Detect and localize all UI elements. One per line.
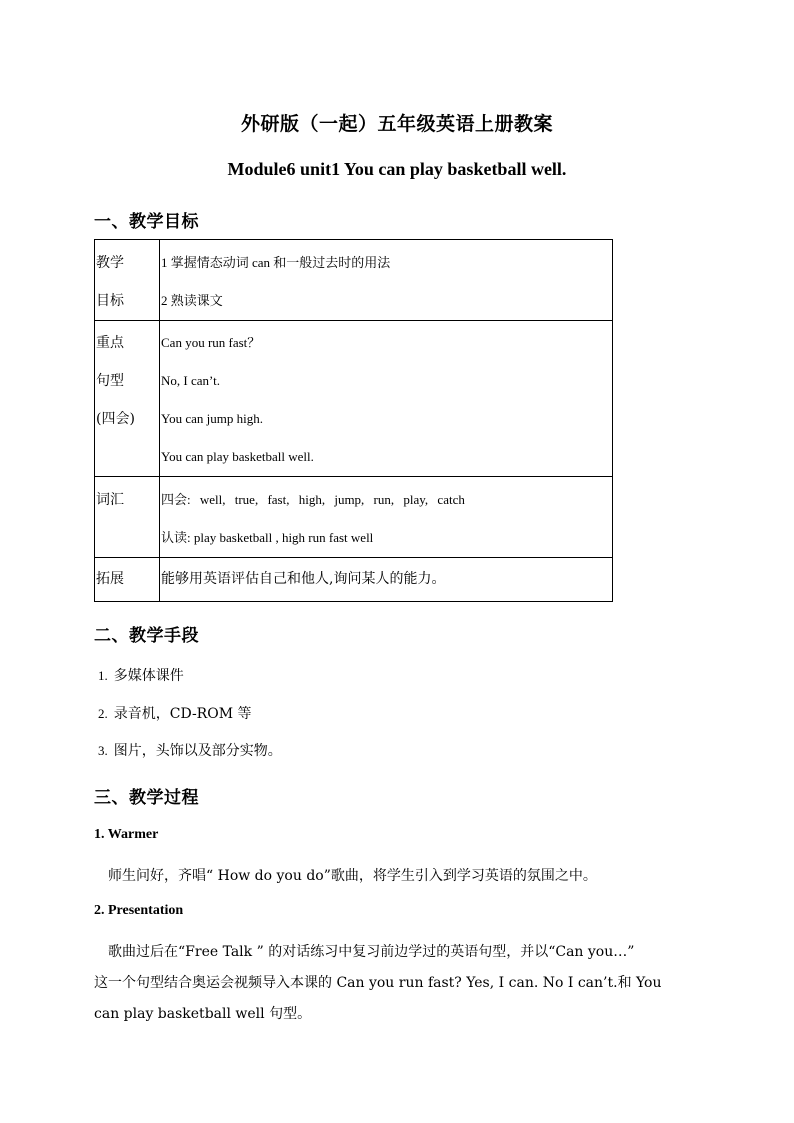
- row-label-cell: [95, 558, 160, 602]
- list-number: 1.: [98, 668, 108, 683]
- row-content-cell: [160, 477, 613, 558]
- row-content-line: 1 掌握情态动词 can 和一般过去时的用法: [161, 255, 391, 270]
- table-row: [95, 477, 613, 558]
- list-number: 2.: [98, 706, 108, 721]
- section-heading-methods: 二、教学手段: [94, 626, 199, 646]
- row-label: 句型: [96, 373, 124, 389]
- row-content-line: 认读: play basketball , high run fast well: [161, 530, 374, 545]
- row-label-cell: [95, 240, 160, 321]
- row-label: (四会): [96, 411, 135, 427]
- table-row: [95, 240, 613, 321]
- row-content-line: You can jump high.: [161, 411, 263, 426]
- section-heading-goals: 一、教学目标: [94, 212, 199, 232]
- row-content-line: Can you run fast？: [161, 335, 261, 350]
- table-row: [95, 321, 613, 477]
- row-content-cell: [160, 558, 613, 602]
- row-content-line: No, I can’t.: [161, 373, 220, 388]
- row-content-line: 2 熟读课文: [161, 293, 223, 308]
- row-label-cell: [95, 477, 160, 558]
- row-label: 词汇: [96, 492, 124, 508]
- row-label-cell: [95, 321, 160, 477]
- list-text: 录音机，CD-ROM 等: [113, 706, 252, 722]
- presentation-heading: 2. Presentation: [94, 903, 184, 918]
- row-content-line: 四会: well, true, fast, high, jump, run, play, catch: [161, 492, 465, 507]
- list-item: [98, 665, 184, 685]
- list-item: [98, 740, 282, 760]
- list-text: 图片，头饰以及部分实物。: [113, 743, 282, 759]
- warmer-paragraph: 师生问好，齐唱“ How do you do”歌曲，将学生引入到学习英语的氛围之中。: [108, 868, 597, 884]
- row-label: 目标: [96, 293, 124, 309]
- row-content-line: You can play basketball well.: [161, 449, 314, 464]
- table-row: [95, 558, 613, 602]
- row-label: 拓展: [96, 571, 124, 587]
- list-number: 3.: [98, 743, 108, 758]
- row-label: 重点: [96, 335, 124, 351]
- document-subtitle: Module6 unit1 You can play basketball well.: [227, 159, 567, 179]
- document-title: 外研版（一起）五年级英语上册教案: [240, 113, 553, 135]
- teaching-goals-table: [94, 239, 613, 602]
- row-content-cell: [160, 240, 613, 321]
- row-label: 教学: [96, 255, 124, 271]
- warmer-heading: 1. Warmer: [94, 827, 159, 842]
- list-item: [98, 703, 251, 723]
- presentation-line: 这一个句型结合奥运会视频导入本课的 Can you run fast? Yes, I can. No I can’t.和 You: [94, 975, 662, 991]
- row-content-cell: [160, 321, 613, 477]
- row-content-line: 能够用英语评估自己和他人,询问某人的能力。: [161, 571, 446, 587]
- section-heading-process: 三、教学过程: [94, 788, 199, 808]
- presentation-line: 歌曲过后在“Free Talk ” 的对话练习中复习前边学过的英语句型，并以“Can you…”: [108, 944, 635, 960]
- presentation-line: can play basketball well 句型。: [94, 1006, 312, 1022]
- list-text: 多媒体课件: [113, 668, 184, 684]
